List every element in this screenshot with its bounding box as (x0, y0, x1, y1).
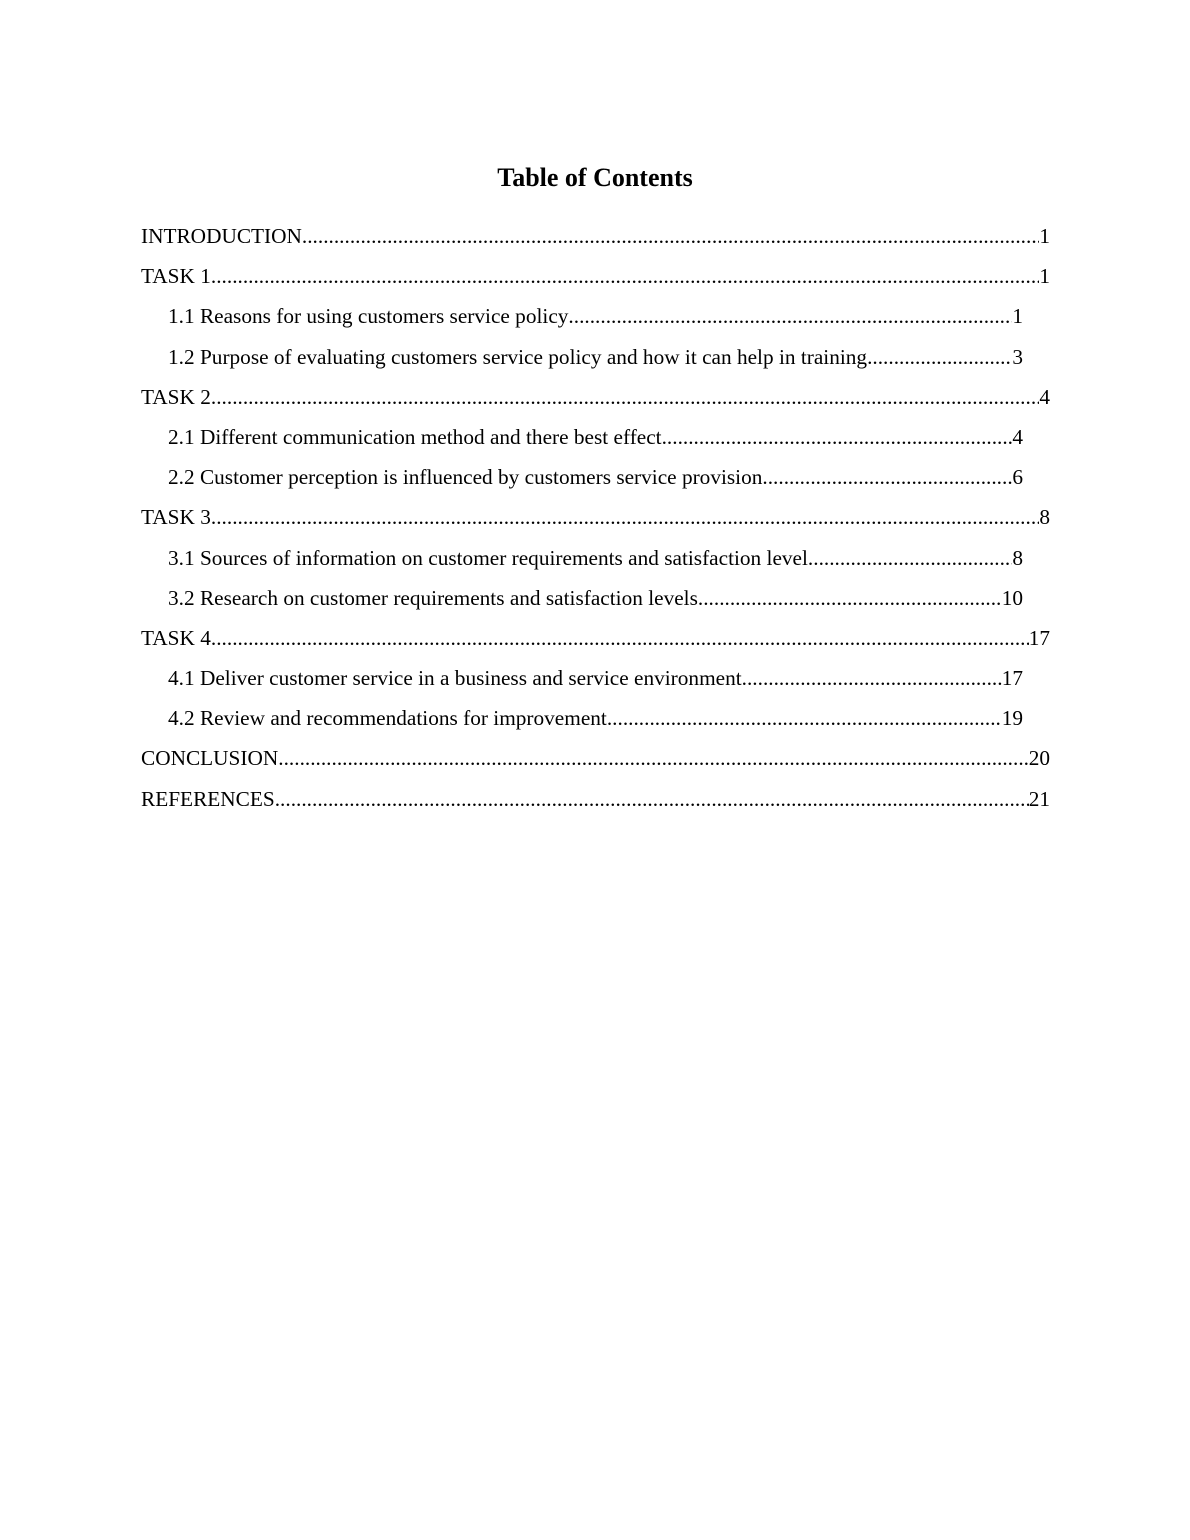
toc-dot-leader (662, 417, 1013, 457)
toc-title: Table of Contents (497, 163, 693, 192)
toc-entry-2-1[interactable] (168, 417, 1023, 457)
toc-dot-leader (275, 779, 1029, 819)
toc-entry-label: 1.2 Purpose of evaluating customers service policy and how it can help in training (168, 344, 868, 369)
toc-entry-3-1[interactable] (168, 538, 1023, 578)
toc-entry-label: CONCLUSION (141, 746, 279, 771)
toc-entry-2-2[interactable] (168, 457, 1023, 497)
toc-entry-task-4[interactable] (141, 618, 1050, 658)
toc-entry-task-3[interactable] (141, 497, 1050, 537)
toc-entry-page: 3 (1012, 344, 1023, 369)
toc-entry-label: 2.2 Customer perception is influenced by customers service provision (168, 465, 763, 490)
toc-entry-label: TASK 1 (141, 264, 211, 289)
toc-entry-references[interactable] (141, 779, 1050, 819)
toc-entry-page: 20 (1028, 746, 1050, 771)
toc-dot-leader (698, 578, 1002, 618)
toc-entry-label: INTRODUCTION (141, 224, 302, 248)
toc-entry-1-1[interactable] (168, 296, 1023, 336)
toc-dot-leader (211, 497, 1039, 537)
toc-dot-leader (742, 658, 1002, 698)
toc-entry-task-2[interactable] (141, 377, 1050, 417)
toc-entry-page: 21 (1028, 786, 1050, 811)
toc-entry-page: 1 (1039, 224, 1050, 248)
toc-entry-page: 10 (1001, 585, 1023, 610)
toc-entry-introduction[interactable] (141, 216, 1050, 256)
toc-entry-label: 4.2 Review and recommendations for improvement (168, 706, 607, 731)
toc-entry-page: 1 (1012, 304, 1023, 329)
toc-dot-leader (607, 698, 1002, 738)
toc-entry-1-2[interactable] (168, 337, 1023, 377)
toc-entry-3-2[interactable] (168, 578, 1023, 618)
toc-dot-leader (762, 457, 1012, 497)
toc-dot-leader (568, 296, 1012, 336)
toc-entry-label: 2.1 Different communication method and there best effect (168, 424, 662, 449)
toc-entry-page: 17 (1001, 666, 1023, 691)
toc-entry-4-1[interactable] (168, 658, 1023, 698)
toc-entry-page: 1 (1039, 264, 1050, 289)
toc-dot-leader (211, 377, 1039, 417)
toc-entry-page: 4 (1012, 424, 1023, 449)
toc-entry-page: 6 (1012, 465, 1023, 490)
toc-dot-leader (302, 216, 1039, 256)
toc-entry-label: 1.1 Reasons for using customers service policy (168, 304, 569, 329)
toc-entry-page: 4 (1039, 384, 1050, 409)
toc-dot-leader (211, 256, 1039, 296)
toc-dot-leader (278, 738, 1028, 778)
toc-entry-task-1[interactable] (141, 256, 1050, 296)
toc-list (0, 216, 1190, 819)
toc-dot-leader (867, 337, 1012, 377)
toc-entry-page: 19 (1001, 706, 1023, 731)
toc-entry-label: TASK 3 (141, 505, 211, 530)
toc-entry-conclusion[interactable] (141, 738, 1050, 778)
toc-entry-page: 8 (1012, 545, 1023, 570)
toc-entry-label: 3.1 Sources of information on customer requirements and satisfaction level (168, 545, 808, 570)
toc-entry-label: 4.1 Deliver customer service in a business and service environment (168, 666, 742, 691)
toc-entry-label: TASK 4 (141, 625, 211, 650)
toc-entry-label: REFERENCES (141, 786, 275, 811)
toc-dot-leader (808, 538, 1012, 578)
toc-entry-4-2[interactable] (168, 698, 1023, 738)
toc-entry-page: 8 (1039, 505, 1050, 530)
toc-entry-label: TASK 2 (141, 384, 211, 409)
toc-entry-label: 3.2 Research on customer requirements and satisfaction levels (168, 585, 698, 610)
toc-entry-page: 17 (1028, 625, 1050, 650)
toc-dot-leader (211, 618, 1029, 658)
